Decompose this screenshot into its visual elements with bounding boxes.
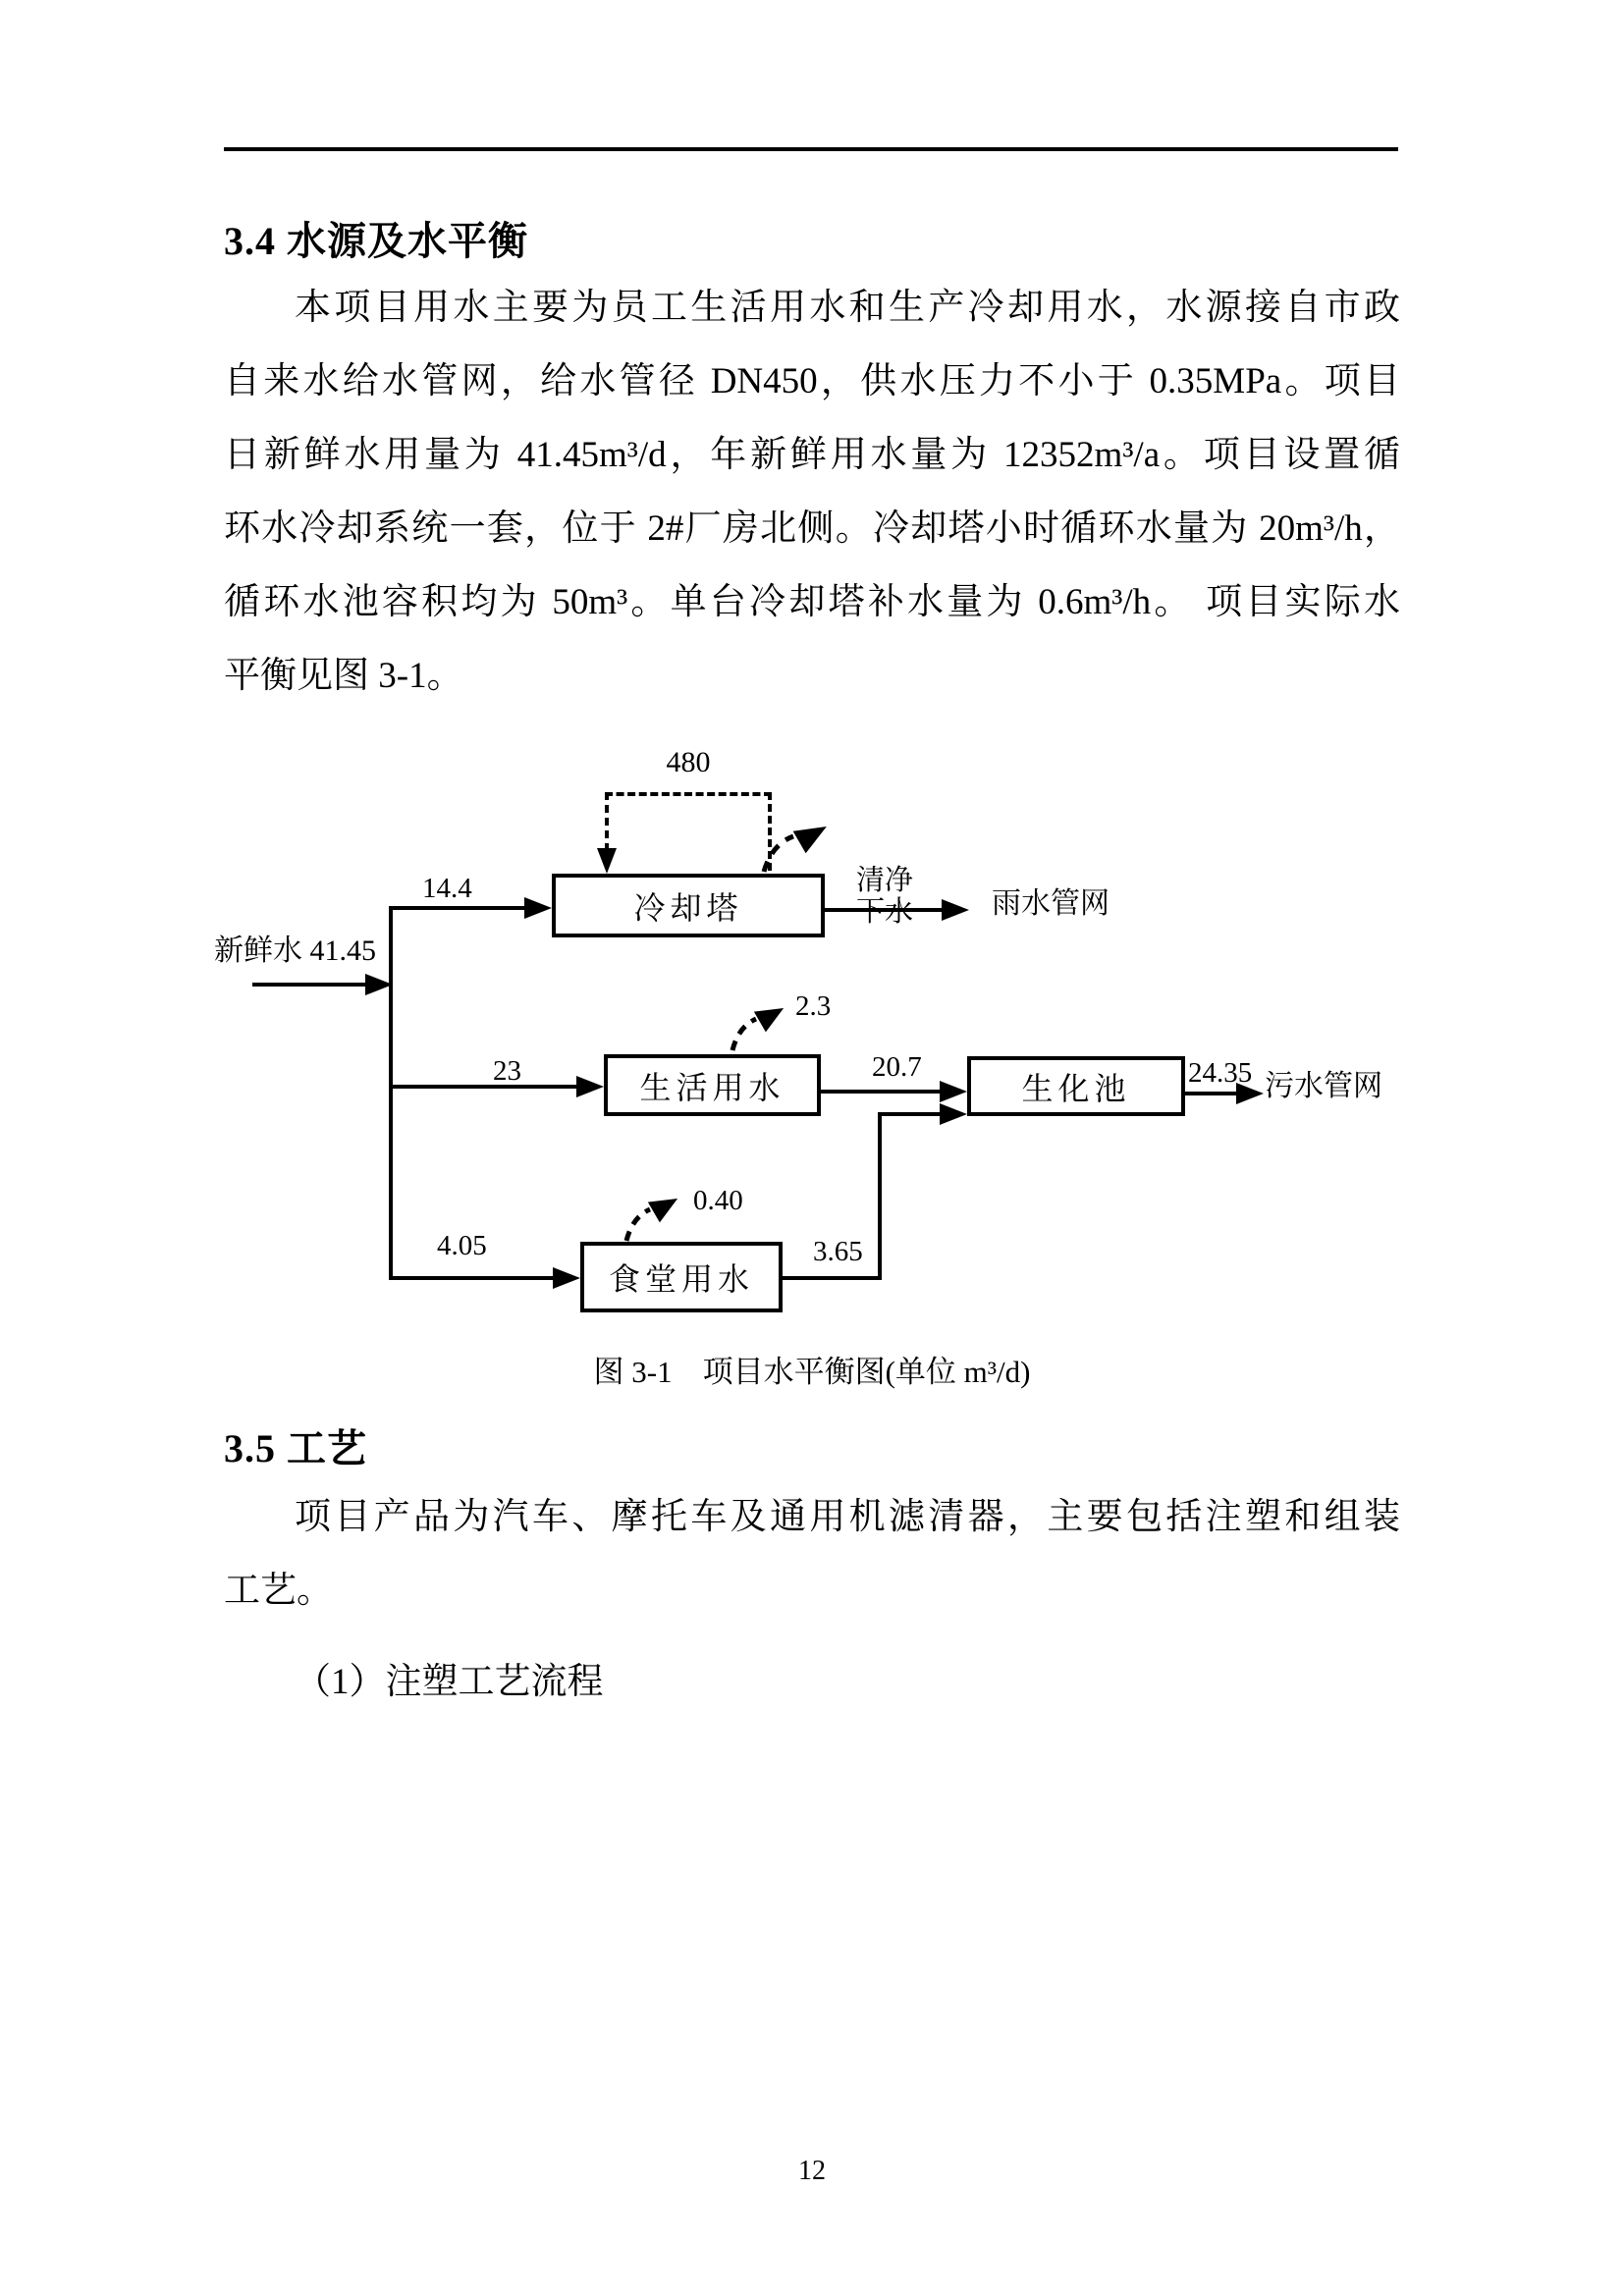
flow-label-clean-drain xyxy=(856,866,913,929)
recirculation-line-top xyxy=(605,792,772,796)
flow-line-fresh-water xyxy=(252,983,367,987)
clean-drain-arrowhead-icon xyxy=(942,899,969,921)
flow-label-biochemical-out: 24.35 xyxy=(1188,1057,1253,1089)
process-list-item: （1）注塑工艺流程 xyxy=(295,1662,604,1702)
flow-label-domestic-out: 20.7 xyxy=(872,1051,922,1083)
label-sewage-pipe-network: 污水管网 xyxy=(1265,1070,1382,1102)
flow-label-domestic-in: 23 xyxy=(493,1055,521,1087)
flow-line-cooling-in xyxy=(389,906,526,910)
flow-line-domestic-in xyxy=(389,1085,578,1089)
canteen-to-bio-arrowhead-icon xyxy=(940,1103,967,1125)
section-3-4-paragraph xyxy=(224,283,1400,724)
domestic-in-arrowhead-icon xyxy=(576,1076,604,1097)
evaporation-arrow-icon xyxy=(756,815,839,876)
domestic-out-arrowhead-icon xyxy=(940,1081,967,1102)
distribution-line xyxy=(389,908,393,1280)
flow-line-domestic-out xyxy=(821,1090,942,1094)
water-balance-diagram xyxy=(167,738,1414,1327)
section-3-5-heading: 3.5 工艺 xyxy=(224,1426,367,1470)
figure-caption: 图 3-1 项目水平衡图(单位 m³/d) xyxy=(593,1355,1031,1389)
flow-label-canteen-evaporation: 0.40 xyxy=(693,1185,743,1216)
flow-label-domestic-evaporation: 2.3 xyxy=(795,990,832,1022)
flow-label-canteen-in: 4.05 xyxy=(437,1230,487,1261)
label-rain-pipe-network: 雨水管网 xyxy=(992,887,1110,920)
fresh-water-arrowhead-icon xyxy=(365,974,393,995)
paragraph-line: 环水冷却系统一套，位于 2#厂房北侧。冷却塔小时循环水量为 20m³/h， xyxy=(224,508,1400,549)
paragraph-line: 循环水池容积均为 50m³。单台冷却塔补水量为 0.6m³/h。 项目实际水 xyxy=(224,582,1400,622)
page-number: 12 xyxy=(798,2156,826,2186)
paragraph-line: 项目产品为汽车、摩托车及通用机滤清器，主要包括注塑和组装 xyxy=(295,1497,1400,1537)
paragraph-line: 工艺。 xyxy=(224,1571,333,1611)
flow-line-canteen-to-bio xyxy=(878,1112,942,1116)
clean-drain-line1: 清净 xyxy=(856,865,914,896)
section-3-5-paragraph xyxy=(224,1492,1400,1639)
flow-label-recirculation: 480 xyxy=(666,746,711,778)
flow-line-canteen-in xyxy=(389,1276,555,1280)
canteen-evaporation-arrow-icon xyxy=(619,1182,687,1245)
flow-label-cooling-in: 14.4 xyxy=(422,873,472,904)
node-canteen-water: 食堂用水 xyxy=(580,1242,783,1312)
flow-line-canteen-riser xyxy=(878,1114,882,1280)
cooling-in-arrowhead-icon xyxy=(524,897,552,919)
section-3-4-heading: 3.4 水源及水平衡 xyxy=(224,219,528,263)
flow-line-biochemical-out xyxy=(1185,1092,1238,1095)
paragraph-line: 自来水给水管网，给水管径 DN450，供水压力不小于 0.35MPa。项目 xyxy=(224,361,1400,401)
canteen-in-arrowhead-icon xyxy=(553,1267,580,1289)
clean-drain-line2: 下水 xyxy=(856,895,914,928)
paragraph-line: 平衡见图 3-1。 xyxy=(224,656,463,696)
flow-label-canteen-out: 3.65 xyxy=(813,1236,863,1267)
recirculation-line-left xyxy=(605,792,609,851)
domestic-evaporation-arrow-icon xyxy=(725,991,793,1054)
paragraph-line: 本项目用水主要为员工生活用水和生产冷却用水，水源接自市政 xyxy=(295,288,1400,328)
node-domestic-water: 生活用水 xyxy=(604,1054,821,1116)
flow-label-fresh-water: 新鲜水 41.45 xyxy=(214,934,376,967)
header-rule xyxy=(224,147,1398,151)
flow-line-canteen-out xyxy=(783,1276,882,1280)
node-biochemical-pool: 生化池 xyxy=(967,1056,1185,1116)
recirculation-arrowhead-icon xyxy=(597,848,617,874)
paragraph-line: 日新鲜水用量为 41.45m³/d，年新鲜用水量为 12352m³/a。项目设置循 xyxy=(224,435,1400,475)
node-cooling-tower: 冷却塔 xyxy=(552,874,825,937)
